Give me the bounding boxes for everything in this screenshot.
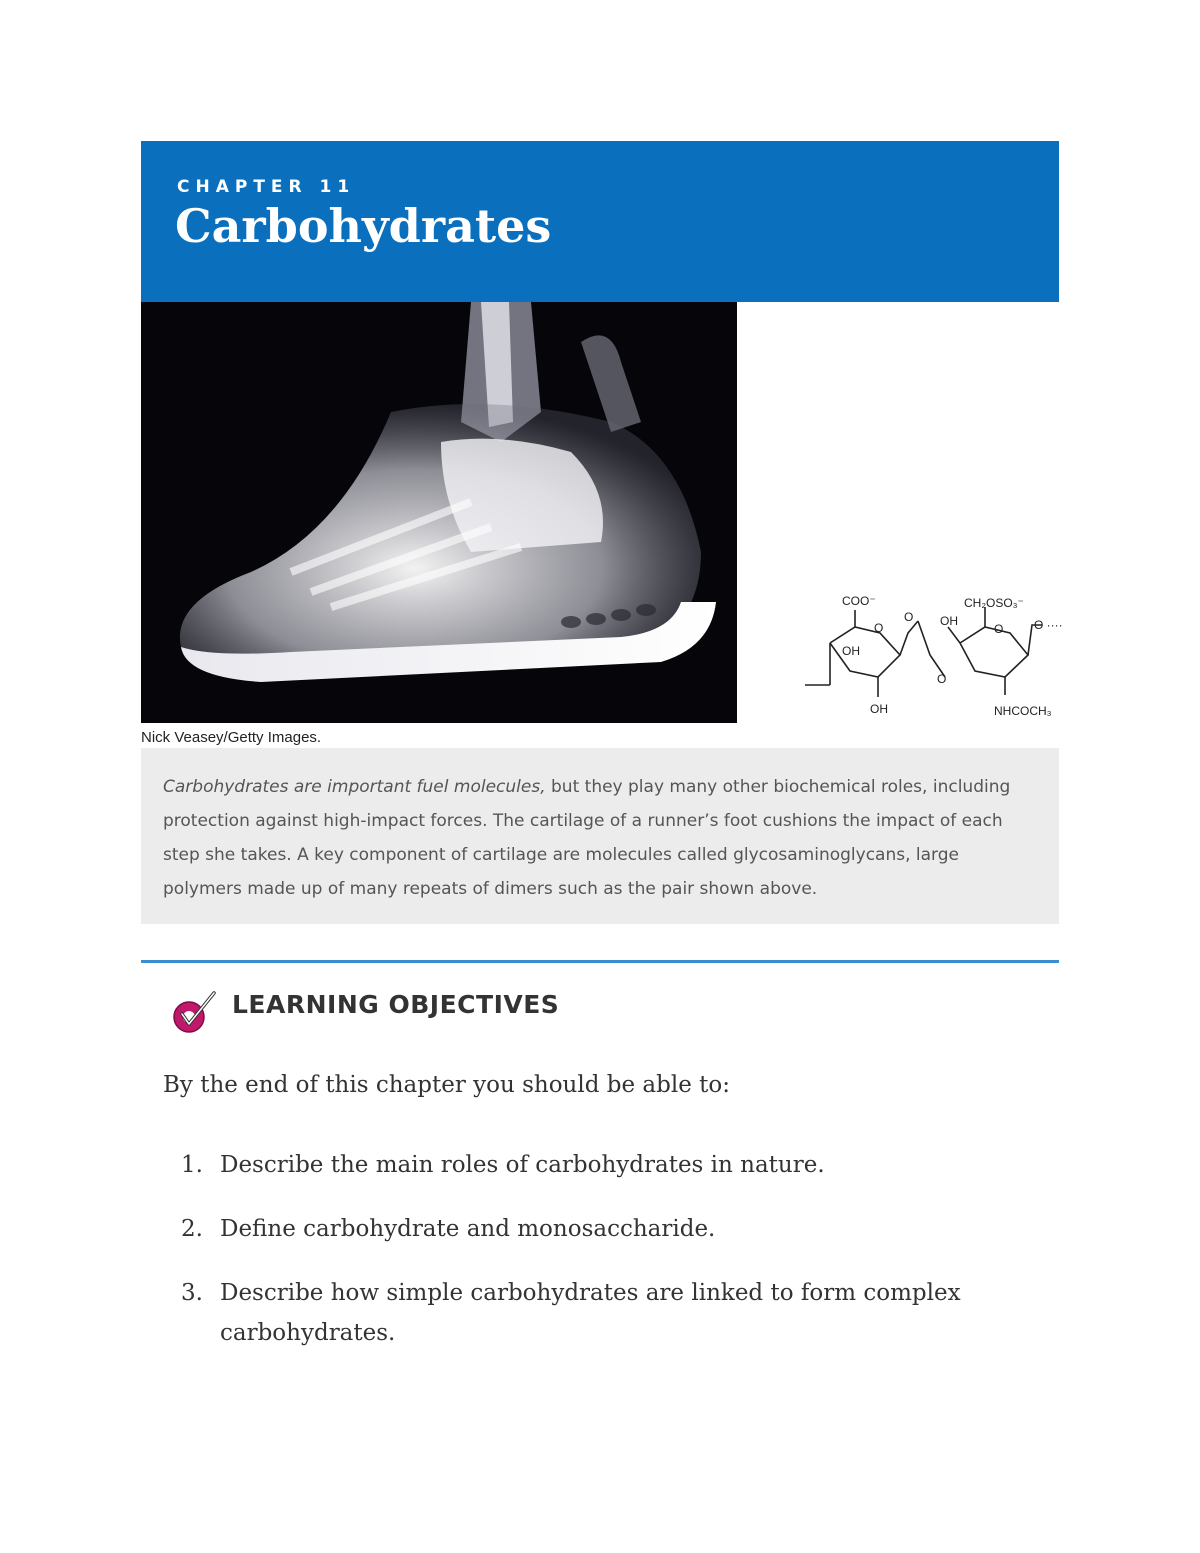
item-number: 2. xyxy=(181,1216,203,1242)
item-text: Describe how simple carbohydrates are linked to form complex carbohydrates. xyxy=(220,1280,961,1346)
objectives-intro: By the end of this chapter you should be able to: xyxy=(163,1072,730,1098)
chain-continuation: O ···· xyxy=(1034,618,1063,632)
ch2oso3-label: CH₂OSO₃⁻ xyxy=(964,596,1024,610)
objectives-heading: LEARNING OBJECTIVES xyxy=(232,990,560,1019)
item-number: 1. xyxy=(181,1152,203,1178)
glycosidic-oxygen: O xyxy=(937,672,947,686)
photo-credit: Nick Veasey/Getty Images. xyxy=(141,729,322,746)
oh-label-3: OH xyxy=(940,614,958,628)
item-number: 3. xyxy=(181,1280,203,1306)
nhcoch3-label: NHCOCH₃ xyxy=(994,704,1052,718)
list-item xyxy=(163,1209,1043,1249)
coo-label: COO⁻ xyxy=(842,594,876,608)
item-text: Define carbohydrate and monosaccharide. xyxy=(220,1216,716,1242)
checkmark-icon xyxy=(170,990,220,1036)
list-item xyxy=(163,1273,1043,1353)
oh-label-2: OH xyxy=(870,702,888,716)
caption-box xyxy=(141,748,1059,924)
chapter-header xyxy=(141,141,1059,302)
section-divider xyxy=(141,960,1059,963)
caption-italic: Carbohydrates are important fuel molecules, xyxy=(163,777,546,797)
objectives-list xyxy=(163,1145,1043,1353)
item-text: Describe the main roles of carbohydrates in nature. xyxy=(220,1152,825,1178)
ring-oxygen-2: O xyxy=(994,622,1004,636)
bridge-oxygen: O xyxy=(904,610,914,624)
list-item xyxy=(163,1145,1043,1185)
ring-oxygen-1: O xyxy=(874,621,884,635)
chapter-label: CHAPTER 11 xyxy=(177,177,356,197)
caption-body: but they play many other biochemical roles, including protection against high-impact forces. The cartilage of a runner’s foot cushions the impact of each step she takes. A key component of cartilage are molecules called glycosaminoglycans, large polymers made up of many repeats of dimers such as the pair shown above. xyxy=(163,777,1011,899)
chapter-title: Carbohydrates xyxy=(175,199,552,253)
caption-text xyxy=(163,770,1043,906)
xray-foot-photo xyxy=(141,302,737,723)
oh-label-1: OH xyxy=(842,644,860,658)
glycosaminoglycan-structure xyxy=(800,585,1070,725)
